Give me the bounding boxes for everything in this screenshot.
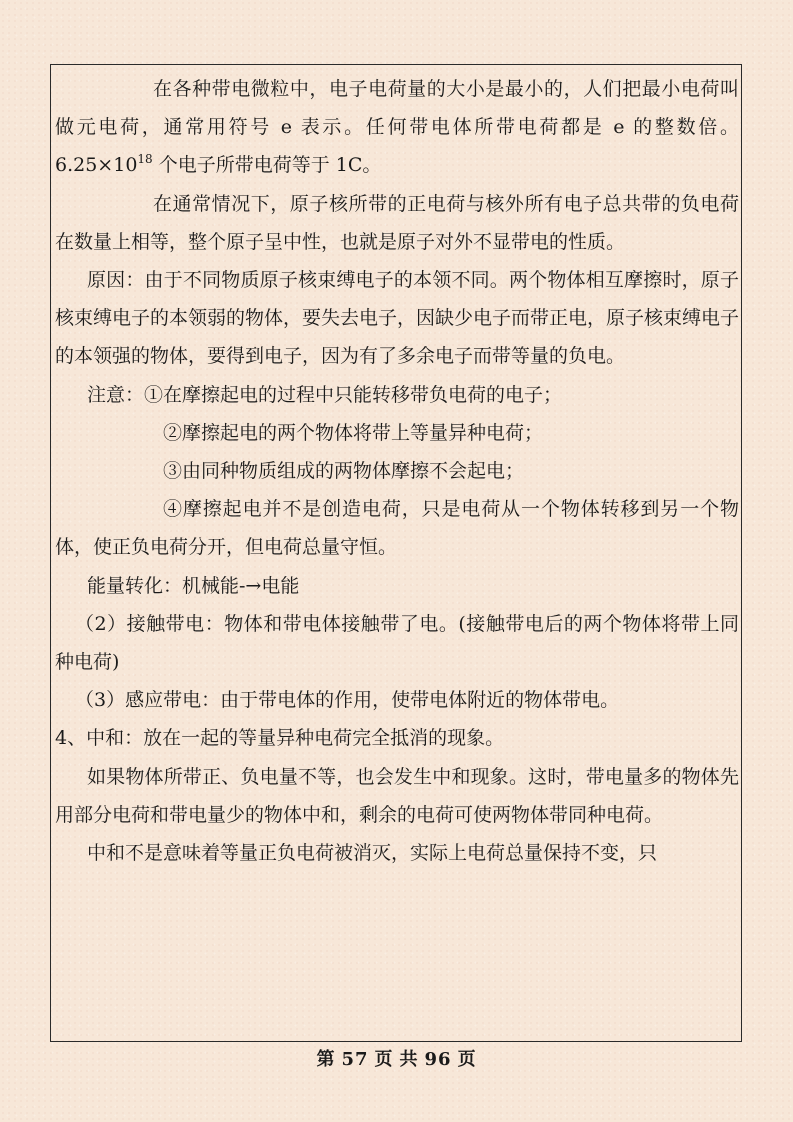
paragraph-neutralization-2: 中和不是意味着等量正负电荷被消灭，实际上电荷总量保持不变，只	[87, 842, 658, 865]
contact-charging: （2）接触带电：物体和带电体接触带了电。(接触带电后的两个物体将带上同种电荷)	[55, 612, 739, 674]
note-item-3: ③由同种物质组成的两物体摩擦不会起电；	[163, 460, 525, 483]
footer-ye: 页	[374, 1049, 394, 1070]
induction-charging: （3）感应带电：由于带电体的作用，使带电体附近的物体带电。	[75, 689, 620, 712]
note-item-1: 注意：①在摩擦起电的过程中只能转移带负电荷的电子；	[87, 383, 563, 406]
section-heading-neutralization: 4、中和：放在一起的等量异种电荷完全抵消的现象。	[55, 727, 505, 750]
paragraph-text: 在各种带电微粒中，电子电荷量的大小是最小的，人们把最小电荷叫做元电荷，通常用符号 e 表示。任何带电体所带电荷都是 e 的整数倍。6.25×10	[55, 78, 739, 177]
paragraph-neutral-atom: 在通常情况下，原子核所带的正电荷与核外所有电子总共带的负电荷在数量上相等，整个原子呈中性，也就是原子对外不显带电的性质。	[55, 192, 739, 253]
paragraph-neutralization-1: 如果物体所带正、负电量不等，也会发生中和现象。这时，带电量多的物体先用部分电荷和带电量少的物体中和，剩余的电荷可使两物体带同种电荷。	[55, 765, 739, 826]
current-page-number: 57	[341, 1049, 369, 1070]
page-number-footer	[0, 1045, 793, 1071]
footer-gong: 共	[399, 1049, 419, 1070]
footer-ye: 页	[457, 1049, 477, 1070]
document-body	[55, 70, 739, 872]
paragraph-reason: 原因：由于不同物质原子核束缚电子的本领不同。两个物体相互摩擦时，原子核束缚电子的本领弱的物体，要失去电子，因缺少电子而带正电，原子核束缚电子的本领强的物体，要得到电子，因为有了多余电子而带等量的负电。	[55, 269, 740, 368]
exponent: 18	[137, 152, 153, 167]
note-item-2: ②摩擦起电的两个物体将带上等量异种电荷；	[163, 421, 544, 444]
footer-di: 第	[316, 1049, 336, 1070]
total-page-count: 96	[424, 1049, 452, 1070]
note-item-4: ④摩擦起电并不是创造电荷，只是电荷从一个物体转移到另一个物体，使正负电荷分开，但电荷总量守恒。	[55, 498, 739, 559]
paragraph-text: 个电子所带电荷等于 1C。	[152, 154, 382, 177]
paragraph-elementary-charge	[55, 70, 739, 185]
energy-conversion: 能量转化：机械能-→电能	[87, 574, 300, 597]
